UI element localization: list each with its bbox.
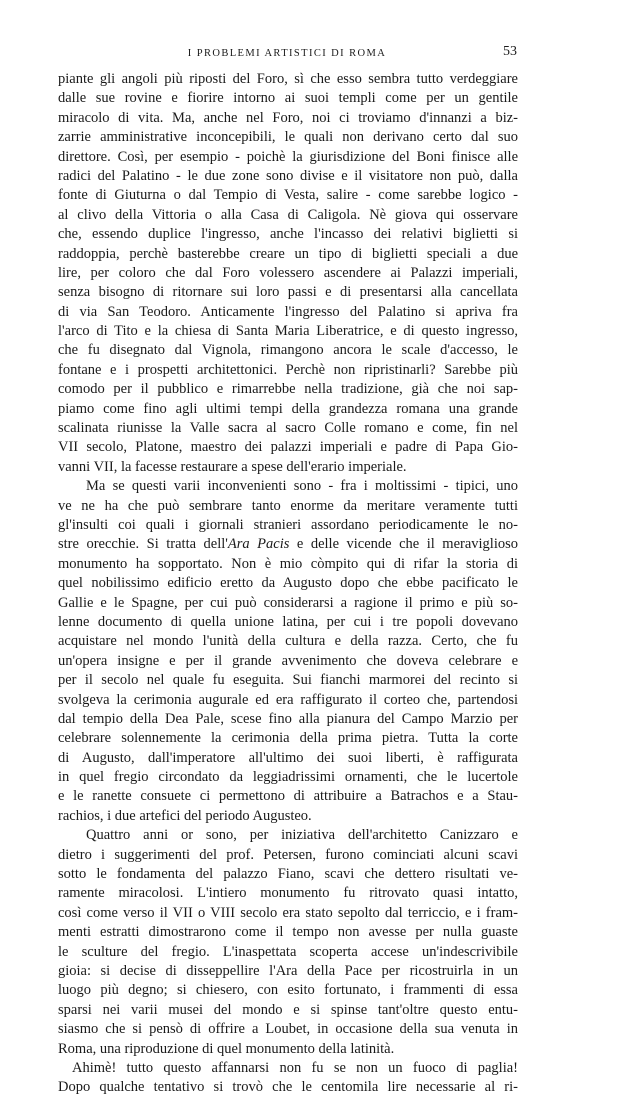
text-line: vanni VII, la facesse restaurare a spese dell'erario imperiale.	[58, 458, 407, 475]
text-line: fontane e i prospetti architettonici. Perchè non ripristinarli? Sarebbe più	[58, 361, 518, 378]
text-line: rachios, i due artefici del periodo Augusteo.	[58, 807, 312, 824]
text-line: Dopo qualche tentativo si trovò che le centomila lire necessarie al ri-	[58, 1079, 518, 1096]
text-line: radici del Palatino - le due zone sono divise e il visitatore non può, dalla	[58, 167, 518, 184]
text-line: ramente miracolosi. L'intiero monumento fu ritrovato quasi intatto,	[58, 885, 518, 902]
running-title: I PROBLEMI ARTISTICI DI ROMA	[187, 48, 387, 59]
page-header	[57, 44, 517, 64]
body-text	[58, 70, 518, 1098]
text-line: di Augusto, dall'imperatore all'ultimo dei suoi liberti, è raffigurata	[58, 749, 518, 766]
text-line: quel nobilissimo edificio eretto da Augusto dopo che ebbe pacificato le	[58, 575, 518, 592]
text-line: celebrare solennemente la cerimonia della prima pietra. Tutta la corte	[58, 730, 518, 747]
text-line: di via San Teodoro. Anticamente l'ingresso del Palatino si apriva fra	[58, 303, 518, 320]
text-line: ve ne ha che può sembrare tanto enorme da meritare veramente tutti	[58, 497, 518, 514]
text-line: lire, per coloro che dal Foro volessero ascendere ai Palazzi imperiali,	[58, 264, 518, 281]
text-line: VII secolo, Platone, maestro dei palazzi imperiali e padre di Papa Gio-	[58, 439, 518, 456]
text-line: Ahimè! tutto questo affannarsi non fu se non un fuoco di paglia!	[72, 1059, 518, 1076]
text-line: Gallie e le Spagne, per cui può considerarsi a ragione il primo e più so-	[58, 594, 518, 611]
italic-title: Ara Pacis	[227, 536, 290, 553]
text-line: siasmo che si pensò di offrire a Loubet, in occasione della sua venuta in	[58, 1021, 518, 1038]
text-line: luogo più degno; si chiesero, con esito fortunato, i frammenti di essa	[58, 982, 518, 999]
text-line: l'arco di Tito e la chiesa di Santa Maria Liberatrice, e di questo ingresso,	[58, 323, 518, 340]
text-line: comodo per il pubblico e rimarrebbe nella tradizione, già che noi sap-	[58, 381, 518, 398]
text-line: per il secolo nel quale fu eseguita. Sui fianchi marmorei del recinto si	[58, 672, 518, 689]
text-line: che, essendo duplice l'ingresso, anche l'incasso dei relativi biglietti si	[58, 226, 518, 243]
text-line: gioia: si decise di disseppellire l'Ara della Pace per ricostruirla in un	[58, 962, 518, 979]
text-line: senza bisogno di ritornare sui loro passi e di presentarsi alla cancellata	[58, 284, 518, 301]
text-line: che fu disegnato dal Vignola, rimangono ancora le scale d'accesso, le	[58, 342, 518, 359]
text-line: miracolo di vita. Ma, anche nel Foro, noi ci troviamo d'innanzi a biz-	[58, 109, 518, 126]
text-line: in quel fregio circondato da leggiadrissimi ornamenti, che le lucertole	[58, 769, 518, 786]
text-line: menti estratti dimostrarono come il tempo non avesse per nulla guaste	[58, 924, 518, 941]
text-line: dal tempio della Dea Pale, scese fino alla pianura del Campo Marzio per	[58, 710, 518, 727]
text-line: sotto le fondamenta del palazzo Fiano, scavi che dettero risultati ve-	[58, 866, 518, 883]
text-line: Roma, una riproduzione di quel monumento della latinità.	[58, 1040, 395, 1057]
text-line: stre orecchie. Si tratta dell'Ara Pacis e delle vicende che il meraviglioso	[58, 536, 518, 553]
text-line: scalinata riunisse la Valle sacra al sacro Colle romano e come, fin nel	[58, 420, 518, 437]
text-line: lenne documento di quella unione latina, per cui i tre popoli dovevano	[58, 613, 518, 630]
text-line: al clivo della Vittoria o alla Casa di Caligola. Nè giova qui osservare	[58, 206, 518, 223]
text-line: fonte di Giuturna o dal Tempio di Vesta, salire - come sarebbe logico -	[58, 187, 518, 204]
text-line: monumento ha sopportato. Non è mio còmpito qui di rifar la storia di	[58, 555, 518, 572]
text-line: piamo come fino agli ultimi tempi della grandezza romana una grande	[58, 400, 518, 417]
text-line: zarrie amministrative inconcepibili, le quali non derivano certo dal suo	[58, 129, 518, 146]
text-line: e le ranette consuete ci permettono di attribuire a Batrachos e a Stau-	[58, 788, 518, 805]
text-line: raddoppia, perchè basterebbe creare un tipo di biglietti speciali a due	[58, 245, 518, 262]
text-line: acquistare nel mondo l'unità della cultura e della razza. Certo, che fu	[58, 633, 518, 650]
page-number: 53	[503, 44, 517, 59]
text-line: direttore. Così, per esempio - poichè la giurisdizione del Boni finisce alle	[58, 148, 518, 165]
text-line: Ma se questi varii inconvenienti sono - fra i moltissimi - tipici, uno	[86, 478, 518, 495]
text-line: gl'insulti coi quali i giornali stranieri assordano periodicamente le no-	[58, 516, 518, 533]
text-line: dietro i suggerimenti del prof. Petersen, furono cominciati alcuni scavi	[58, 846, 518, 863]
text-line: svolgeva la cerimonia augurale ed era raffigurato il corteo che, partendosi	[58, 691, 518, 708]
text-line: dalle sue rovine e fiorire intorno ai suoi templi come per un gentile	[58, 90, 518, 107]
text-line: piante gli angoli più riposti del Foro, sì che esso sembra tutto verdeggiare	[58, 71, 518, 87]
text-line: così come verso il VII o VIII secolo era stato sepolto dal terriccio, e i fram-	[58, 904, 518, 921]
text-line: Quattro anni or sono, per iniziativa dell'architetto Canizzaro e	[86, 827, 518, 844]
text-line: le sculture del fregio. L'inaspettata scoperta accese un'indescrivibile	[58, 943, 518, 960]
text-line: un'opera insigne e per il grande avvenimento che doveva celebrare e	[58, 652, 518, 669]
text-line: sparsi nei varii musei del mondo e si spinse tant'oltre questo entu-	[58, 1001, 518, 1018]
